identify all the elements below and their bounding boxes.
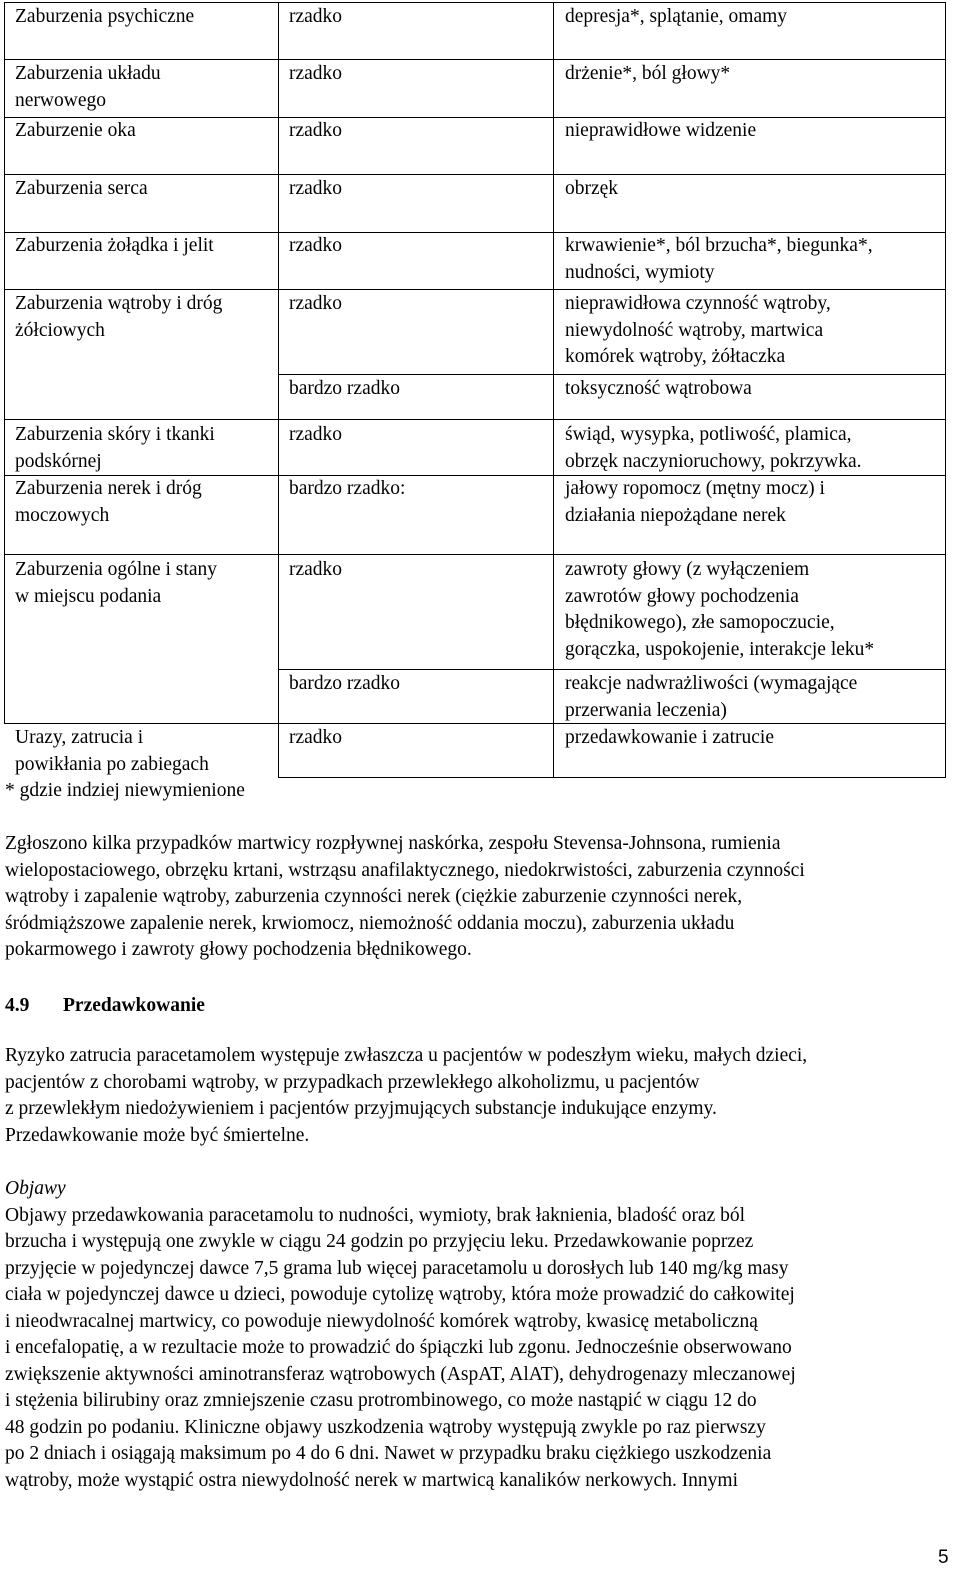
effects-cell: przedawkowanie i zatrucie [565,727,774,748]
organ-class-cell: Zaburzenia układu [15,63,161,84]
paragraph-line: wątroby, może wystąpić ostra niewydolność nerek w martwicą kanalików nerkowych. Innymi [5,1469,739,1491]
paragraph-line: pokarmowego i zawroty głowy pochodzenia błędnikowego. [5,939,472,960]
effects-cell: świąd, wysypka, potliwość, plamica, [565,424,852,445]
effects-cell: nieprawidłowa czynność wątroby, [565,293,831,314]
frequency-cell: rzadko [289,727,343,748]
section-title: Przedawkowanie [63,995,205,1016]
frequency-cell: rzadko [289,6,343,27]
effects-cell: obrzęk naczynioruchowy, pokrzywka. [565,450,862,472]
frequency-cell: bardzo rzadko [289,378,400,399]
section-heading [5,993,205,1019]
frequency-cell: rzadko [289,120,343,141]
organ-class-cell: Zaburzenia żołądka i jelit [15,235,214,256]
paragraph-line: pacjentów z chorobami wątroby, w przypadkach przewlekłego alkoholizmu, u pacjentów [5,1071,700,1093]
paragraph-line: po 2 dniach i osiągają maksimum po 4 do 6 dni. Nawet w przypadku braku ciężkiego uszkodzenia [5,1443,772,1464]
paragraph-line: wielopostaciowego, obrzęku krtani, wstrząsu anafilaktycznego, niedokrwistości, zaburzenia czynności [5,859,805,881]
frequency-cell: rzadko [289,559,343,580]
frequency-cell: rzadko [289,424,343,445]
paragraph-line: i nieodwracalnej martwicy, co powoduje niewydolność komórek wątroby, kwasicę metaboliczną [5,1310,758,1332]
organ-class-cell: żółciowych [15,319,105,341]
effects-cell: nudności, wymioty [565,261,715,283]
paragraph-line: przyjęcie w pojedynczej dawce 7,5 grama lub więcej paracetamolu u dorosłych lub 140 mg/kg masy [5,1257,789,1279]
paragraph-line: wątroby i zapalenie wątroby, zaburzenia czynności nerek (ciężkie zaburzenie czynności nerek, [5,886,743,907]
paragraph-line: śródmiąższowe zapalenie nerek, krwiomocz, niemożność oddania moczu), zaburzenia układu [5,912,735,934]
frequency-cell: rzadko [289,63,343,84]
organ-class-cell: Zaburzenia psychiczne [15,6,195,27]
paragraph-line: Przedawkowanie może być śmiertelne. [5,1124,310,1146]
effects-cell: drżenie*, ból głowy* [565,63,731,84]
organ-class-cell: Zaburzenia wątroby i dróg [15,293,223,314]
effects-cell: jałowy ropomocz (mętny mocz) i [565,478,825,499]
effects-cell: błędnikowego), złe samopoczucie, [565,612,835,633]
frequency-cell: rzadko [289,235,343,256]
paragraph-line: zwiększenie aktywności aminotransferaz wątrobowych (AspAT, AlAT), dehydrogenazy mleczanowej [5,1363,796,1385]
effects-cell: gorączka, uspokojenie, interakcje leku* [565,638,875,660]
effects-cell: reakcje nadwrażliwości (wymagające [565,673,858,694]
frequency-cell: bardzo rzadko: [289,478,406,499]
page-number: 5 [938,1547,949,1568]
effects-cell: zawrotów głowy pochodzenia [565,585,799,607]
paragraph-line: ciała w pojedynczej dawce u dzieci, powoduje cytolizę wątroby, która może prowadzić do całkowitej [5,1284,795,1305]
table-footnote: * gdzie indziej niewymienione [5,780,245,801]
organ-class-cell: podskórnej [15,450,102,472]
effects-cell: krwawienie*, ból brzucha*, biegunka*, [565,235,873,256]
effects-cell: obrzęk [565,178,619,199]
effects-cell: komórek wątroby, żółtaczka [565,346,786,367]
organ-class-cell: moczowych [15,504,110,526]
paragraph-line: Ryzyko zatrucia paracetamolem występuje zwłaszcza u pacjentów w podeszłym wieku, małych dzieci, [5,1045,808,1066]
effects-cell: depresja*, splątanie, omamy [565,6,788,27]
organ-class-cell: w miejscu podania [15,585,162,607]
frequency-cell: rzadko [289,178,343,199]
effects-cell: przerwania leczenia) [565,699,727,721]
paragraph-line: Objawy przedawkowania paracetamolu to nudności, wymioty, brak łaknienia, bladość oraz ból [5,1204,746,1226]
subheading-symptoms: Objawy [5,1178,66,1199]
paragraph-line: 48 godzin po podaniu. Kliniczne objawy uszkodzenia wątroby występują zwykle po raz pierwszy [5,1416,766,1438]
organ-class-cell: Zaburzenia nerek i dróg [15,478,202,499]
effects-cell: niewydolność wątroby, martwica [565,319,824,341]
organ-class-cell: Urazy, zatrucia i [15,727,144,748]
effects-cell: zawroty głowy (z wyłączeniem [565,559,810,580]
effects-cell: działania niepożądane nerek [565,504,786,526]
paragraph-line: Zgłoszono kilka przypadków martwicy rozpływnej naskórka, zespołu Stevensa-Johnsona, rumienia [5,833,781,854]
paragraph-line: i stężenia bilirubiny oraz zmniejszenie czasu protrombinowego, co może nastąpić w ciągu 12 do [5,1390,757,1411]
organ-class-cell: Zaburzenie oka [15,120,136,141]
organ-class-cell: Zaburzenia skóry i tkanki [15,424,215,445]
frequency-cell: rzadko [289,293,343,314]
effects-cell: nieprawidłowe widzenie [565,120,757,141]
paragraph-line: brzucha i występują one zwykle w ciągu 24 godzin po przyjęciu leku. Przedawkowanie poprzez [5,1231,754,1252]
organ-class-cell: powikłania po zabiegach [15,753,209,775]
paragraph-line: i encefalopatię, a w rezultacie może to prowadzić do śpiączki lub zgonu. Jednocześnie obserwowano [5,1337,792,1358]
paragraph-line: z przewlekłym niedożywieniem i pacjentów przyjmujących substancje indukujące enzymy. [5,1098,717,1119]
section-number: 4.9 [5,995,30,1016]
effects-cell: toksyczność wątrobowa [565,378,752,399]
organ-class-cell: nerwowego [15,89,106,111]
organ-class-cell: Zaburzenia ogólne i stany [15,559,217,580]
organ-class-cell: Zaburzenia serca [15,178,148,199]
frequency-cell: bardzo rzadko [289,673,400,694]
